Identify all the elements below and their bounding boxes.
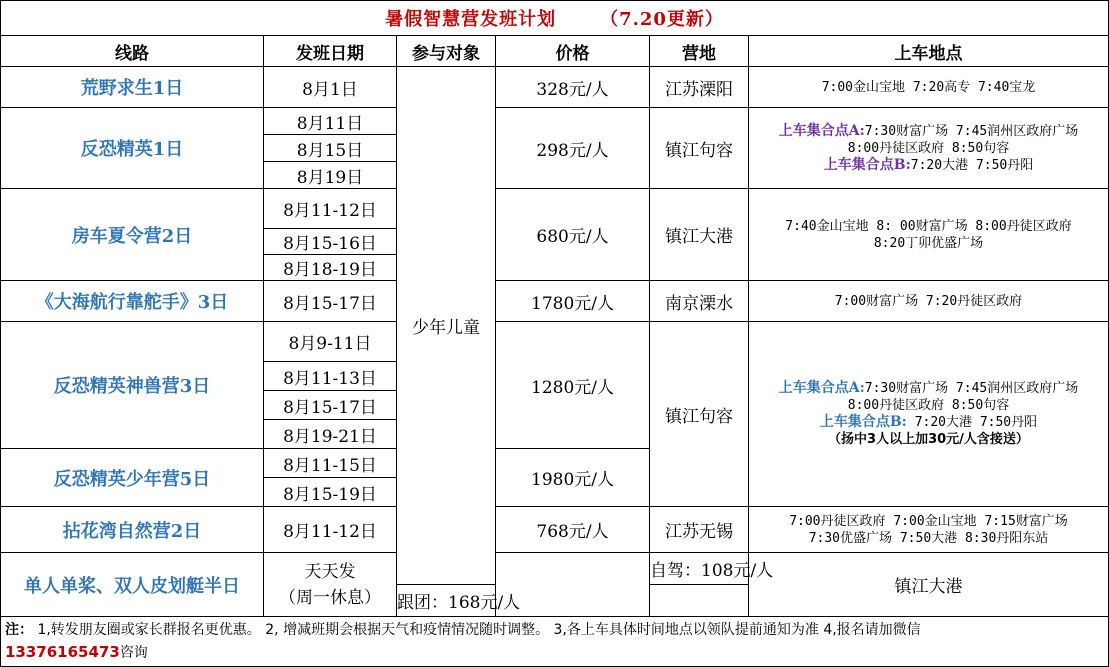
note-text: 1,转发朋友圈或家长群报名更优惠。 2, 增减班期会根据天气和疫情情况随时调整。 3,各上车具体时间地点以领队提前通知为准 4,报名请加微信: [33, 622, 921, 638]
date-cell: 8月19-21日: [264, 420, 397, 449]
camp-cell: 镇江句容: [650, 108, 749, 189]
date-cell: 8月11日: [264, 108, 397, 135]
table-row: [1, 322, 1109, 362]
date-cell: 8月11-13日: [264, 362, 397, 391]
price-cell: 328元/人: [496, 67, 650, 108]
pickup-surcharge-note: （扬中3人以上加30元/人含接送）: [828, 432, 1029, 447]
table-row: [1, 67, 1109, 108]
camp-cell: 南京溧水: [650, 281, 749, 322]
camp-cell: 镇江句容: [650, 322, 749, 507]
date-cell: 8月15-16日: [264, 229, 397, 255]
price-cell: 768元/人: [496, 507, 650, 553]
header-route: 线路: [1, 36, 264, 67]
header-pickup: 上车地点: [749, 36, 1109, 67]
date-cell: 8月9-11日: [264, 322, 397, 362]
date-cell: 8月19日: [264, 162, 397, 189]
pickup-line: 7:00金山宝地 7:20高专 7:40宝龙: [821, 79, 1036, 95]
route-name: 反恐精英1日: [1, 108, 264, 189]
title-text: 暑假智慧营发班计划: [385, 9, 557, 30]
pickup-cell: [749, 322, 1109, 507]
camp-cell: 镇江大港: [650, 189, 749, 281]
note-suffix: 咨询: [119, 645, 148, 661]
price-cell: 1980元/人: [496, 449, 650, 507]
page-title: [1, 1, 1109, 36]
table-row: [1, 507, 1109, 553]
pickup-line: 7:30财富广场 7:45润州区政府广场: [864, 381, 1079, 396]
route-name: 房车夏令营2日: [1, 189, 264, 281]
route-name: 反恐精英神兽营3日: [1, 322, 264, 449]
pickup-cell: [749, 108, 1109, 189]
camp-cell: 江苏无锡: [650, 507, 749, 553]
pickup-line: 8:00丹徒区政府 8:50句容: [847, 398, 1010, 413]
pickup-line: 7:00丹徒区政府 7:00金山宝地 7:15财富广场: [789, 513, 1068, 529]
pickup-line: 7:30财富广场 7:45润州区政府广场: [864, 123, 1079, 139]
pickup-cell: [749, 67, 1109, 108]
pickup-b-label: 上车集合点B:: [823, 156, 911, 173]
pickup-cell: [749, 507, 1109, 553]
pickup-a-label: 上车集合点A:: [778, 122, 865, 139]
header-audience: 参与对象: [397, 36, 496, 67]
header-camp: 营地: [650, 36, 749, 67]
route-name: 荒野求生1日: [1, 67, 264, 108]
price-cell: 自驾：108元/人: [650, 553, 749, 585]
date-cell: [264, 553, 397, 617]
date-cell: 8月15-17日: [264, 281, 397, 322]
route-name: 拈花湾自然营2日: [1, 507, 264, 553]
date-cell: 8月18-19日: [264, 255, 397, 281]
update-note: （7.20更新）: [600, 9, 724, 30]
pickup-line: 7:00财富广场 7:20丹徒区政府: [834, 293, 1023, 309]
pickup-line: 7:20大港 7:50丹阳: [914, 415, 1038, 430]
note-row: [1, 617, 1109, 667]
price-cell: 跟团：168元/人: [397, 585, 496, 617]
date-cell: 8月15-17日: [264, 391, 397, 420]
route-name: 反恐精英少年营5日: [1, 449, 264, 507]
camp-cell: 江苏溧阳: [650, 67, 749, 108]
price-cell: 680元/人: [496, 189, 650, 281]
pickup-line: 7:40金山宝地 8: 00财富广场 8:00丹徒区政府: [785, 218, 1072, 234]
table-row: [1, 553, 1109, 585]
date-cell: 8月11-12日: [264, 189, 397, 229]
date-line: 天天发: [304, 561, 356, 582]
camp-cell: 镇江大港: [749, 553, 1109, 617]
date-cell: 8月15日: [264, 135, 397, 162]
date-line: （周一休息）: [279, 587, 381, 608]
date-cell: 8月11-12日: [264, 507, 397, 553]
note-cell: [1, 617, 1109, 667]
pickup-line: 8:00丹徒区政府 8:50句容: [847, 140, 1010, 156]
pickup-line: 8:20丁卯优盛广场: [873, 235, 984, 251]
pickup-line: 7:20大港 7:50丹阳: [910, 157, 1034, 173]
header-row: [1, 36, 1109, 67]
price-cell: 1780元/人: [496, 281, 650, 322]
table-row: [1, 281, 1109, 322]
pickup-line: 7:30优盛广场 7:50大港 8:30丹阳东站: [808, 530, 1049, 546]
audience-cell: 少年儿童: [397, 67, 496, 585]
header-date: 发班日期: [264, 36, 397, 67]
pickup-cell: [749, 281, 1109, 322]
note-label: 注：: [5, 622, 33, 638]
table-row: [1, 189, 1109, 229]
pickup-b-label: 上车集合点B:: [819, 414, 907, 430]
pickup-a-label: 上车集合点A:: [778, 380, 865, 396]
header-price: 价格: [496, 36, 650, 67]
date-cell: 8月15-19日: [264, 478, 397, 507]
table-row: [1, 108, 1109, 135]
price-cell: 298元/人: [496, 108, 650, 189]
route-name: 《大海航行靠舵手》3日: [1, 281, 264, 322]
date-cell: 8月1日: [264, 67, 397, 108]
price-cell: 1280元/人: [496, 322, 650, 449]
phone-number: 13376165473: [5, 643, 120, 661]
pickup-cell: [749, 189, 1109, 281]
route-name: 单人单桨、双人皮划艇半日: [1, 553, 264, 617]
date-cell: 8月11-15日: [264, 449, 397, 478]
